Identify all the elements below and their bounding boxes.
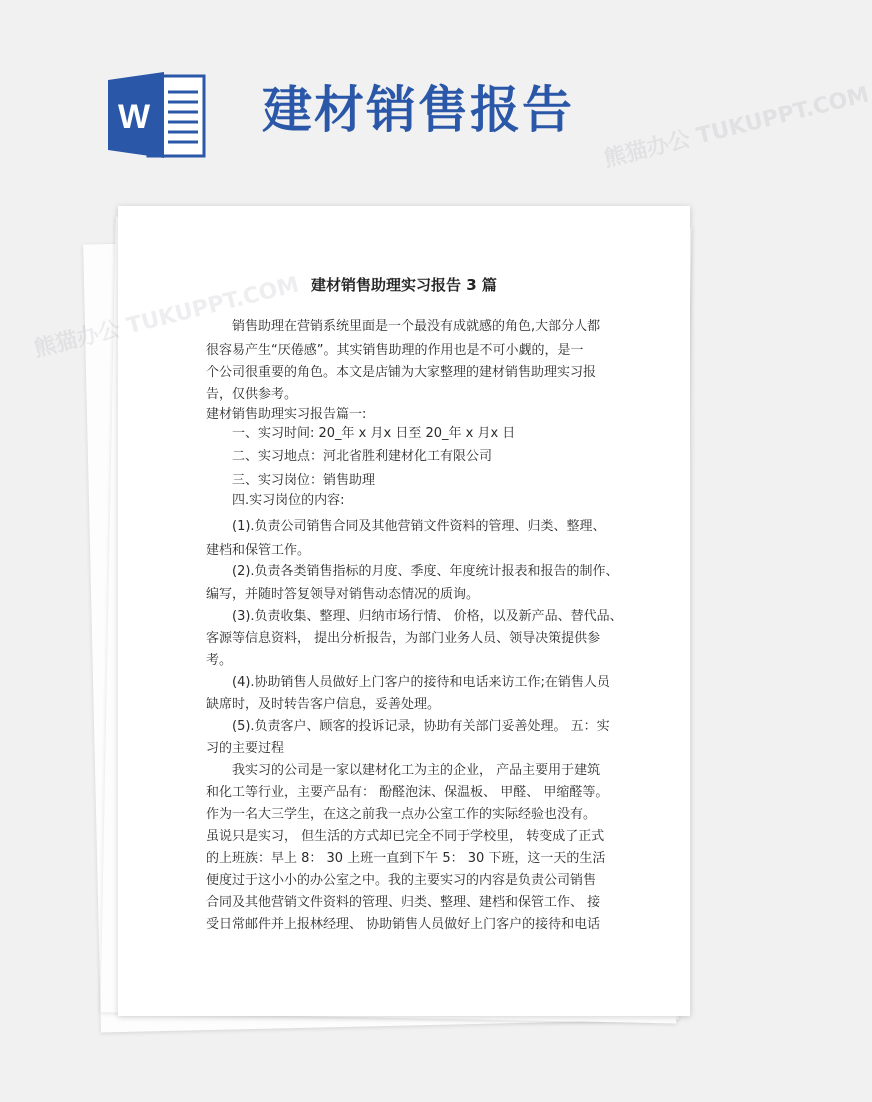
watermark: 熊猫办公 TUKUPPT.COM [601,82,872,173]
body-line: (1).负责公司销售合同及其他营销文件资料的管理、归类、整理、 [232,519,606,534]
word-document-icon [108,70,208,160]
body-line: 告，仅供参考。 [206,387,298,402]
body-line: 考。 [206,653,233,668]
body-line: 编写，并随时答复领导对销售动态情况的质询。 [206,587,480,602]
body-line: 四.实习岗位的内容: [232,493,345,508]
body-line: 和化工等行业，主要产品有： 酚醛泡沫、保温板、 甲醛、 甲缩醛等。 [206,785,609,800]
body-line: 虽说只是实习， 但生活的方式却已完全不同于学校里， 转变成了正式 [206,829,605,844]
watermark: 熊猫办公 [31,316,123,363]
document-page [118,206,690,1016]
body-line: 二、实习地点：河北省胜利建材化工有限公司 [232,449,493,464]
body-line: 个公司很重要的角色。本文是店铺为大家整理的建材销售助理实习报 [206,365,597,380]
body-line: 我实习的公司是一家以建材化工为主的企业， 产品主要用于建筑 [232,763,601,778]
document-title: 建材销售助理实习报告 3 篇 [311,276,497,294]
body-line: 作为一名大三学生，在这之前我一点办公室工作的实际经验也没有。 [206,807,597,822]
body-line: 销售助理在营销系统里面是一个最没有成就感的角色,大部分人都 [232,319,601,334]
body-line: 习的主要过程 [206,741,285,756]
header [0,0,780,200]
header-title: 建材销售报告 [262,80,574,139]
body-line: 缺席时，及时转告客户信息，妥善处理。 [206,697,441,712]
body-line: 受日常邮件并上报林经理、 协助销售人员做好上门客户的接待和电话 [206,917,601,932]
word-icon-letter: W [117,98,151,136]
body-line: 建档和保管工作。 [206,543,311,558]
body-line: (2).负责各类销售指标的月度、季度、年度统计报表和报告的制作、 [232,564,619,579]
body-line: 一、实习时间: 20_年 x 月x 日至 20_年 x 月x 日 [232,426,516,441]
body-line: 的上班族：早上 8： 30 上班一直到下午 5： 30 下班，这一天的生活 [206,851,606,866]
body-line: 很容易产生“厌倦感”。其实销售助理的作用也是不可小觑的，是一 [206,343,584,358]
body-line: 便度过于这小小的办公室之中。我的主要实习的内容是负责公司销售 [206,873,597,888]
body-line: (3).负责收集、整理、归纳市场行情、 价格，以及新产品、替代品、 [232,609,623,624]
body-line: 合同及其他营销文件资料的管理、归类、整理、建档和保管工作、 接 [206,895,601,910]
section-heading: 建材销售助理实习报告篇一: [206,407,367,422]
body-line: 客源等信息资料， 提出分析报告，为部门业务人员、领导决策提供参 [206,631,601,646]
body-line: 三、实习岗位：销售助理 [232,473,376,488]
body-line: (5).负责客户、顾客的投诉记录，协助有关部门妥善处理。 五：实 [232,719,610,734]
body-line: (4).协助销售人员做好上门客户的接待和电话来访工作;在销售人员 [232,675,610,690]
